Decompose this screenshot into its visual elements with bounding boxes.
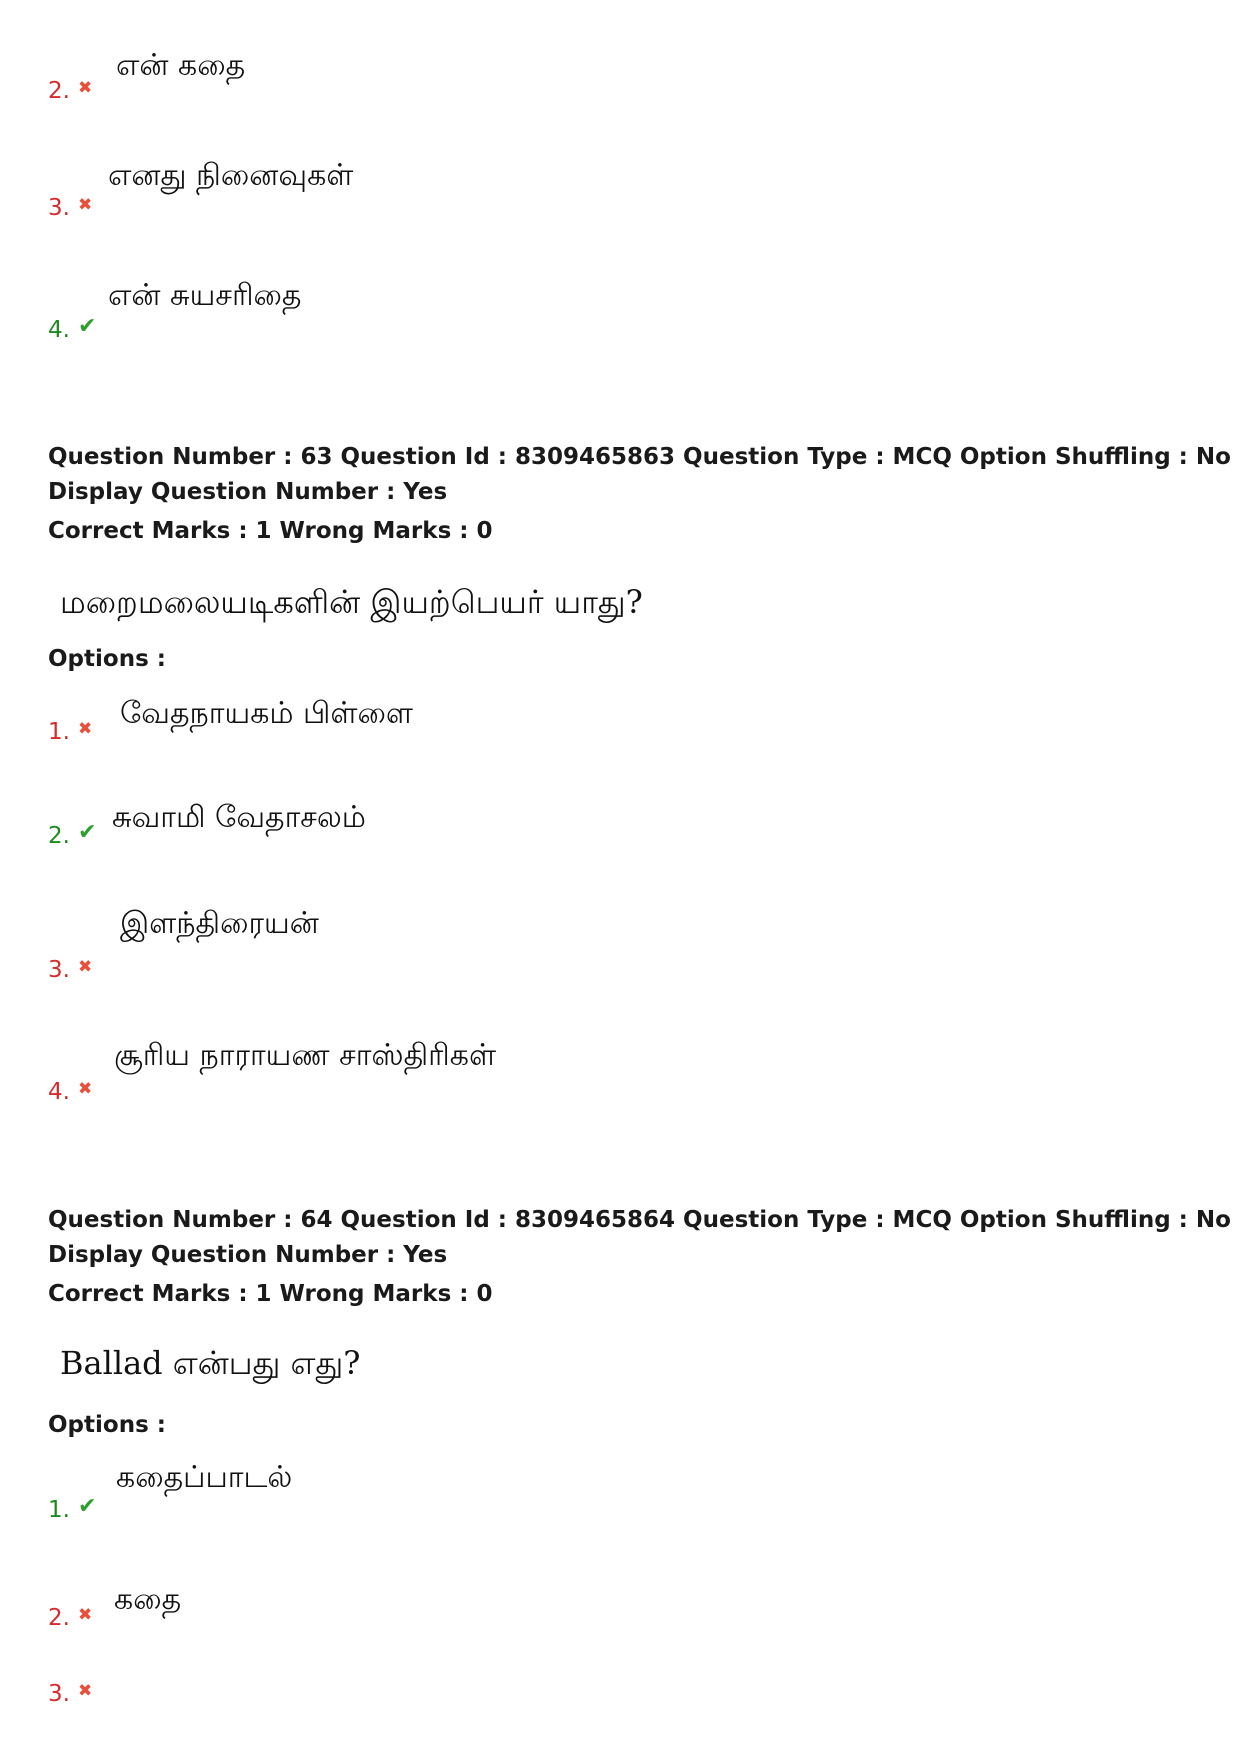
option-number: 3. — [48, 195, 70, 221]
option-text: என் சுயசரிதை — [108, 278, 302, 313]
check-icon: ✔ — [78, 820, 97, 845]
option-number: 4. — [48, 1079, 70, 1105]
option-row — [48, 1460, 1148, 1530]
option-row — [48, 906, 1148, 986]
option-row — [48, 1676, 1148, 1716]
option-row — [48, 48, 1148, 108]
check-icon: ✔ — [78, 1494, 97, 1519]
cross-icon: ✖ — [78, 957, 93, 977]
option-row — [48, 158, 1148, 221]
options-label: Options : — [48, 1412, 166, 1438]
option-row — [48, 696, 1148, 756]
cross-icon: ✖ — [78, 1681, 93, 1701]
question-header — [48, 440, 1231, 549]
option-text: இளந்திரையன் — [120, 906, 319, 941]
marks-line: Correct Marks : 1 Wrong Marks : 0 — [48, 518, 493, 544]
question-meta-line: Question Number : 63 Question Id : 8309465863 Question Type : MCQ Option Shuffling : No — [48, 444, 1231, 470]
option-text: என் கதை — [116, 48, 246, 83]
option-row — [48, 1038, 1148, 1108]
option-number: 3. — [48, 1681, 70, 1707]
option-number: 2. — [48, 823, 70, 849]
check-icon: ✔ — [78, 314, 97, 339]
option-row — [48, 1582, 1148, 1642]
display-number-line: Display Question Number : Yes — [48, 1242, 448, 1268]
question-meta-line: Question Number : 64 Question Id : 8309465864 Question Type : MCQ Option Shuffling : No — [48, 1207, 1231, 1233]
question-text: மறைமலையடிகளின் இயற்பெயர் யாது? — [60, 583, 643, 621]
option-text: சூரிய நாராயண சாஸ்திரிகள் — [114, 1038, 497, 1073]
option-number: 1. — [48, 719, 70, 745]
option-text: கதைப்பாடல் — [116, 1460, 293, 1495]
option-text: சுவாமி வேதாசலம் — [112, 800, 366, 835]
question-header — [48, 1203, 1231, 1312]
option-row — [48, 800, 1148, 860]
option-row — [48, 278, 1148, 343]
option-text: எனது நினைவுகள் — [108, 158, 354, 193]
options-label: Options : — [48, 646, 166, 672]
option-number: 1. — [48, 1497, 70, 1523]
question-text: Ballad என்பது எது? — [60, 1344, 361, 1382]
cross-icon: ✖ — [78, 1605, 93, 1625]
option-number: 4. — [48, 317, 70, 343]
option-number: 2. — [48, 1605, 70, 1631]
cross-icon: ✖ — [78, 1079, 93, 1099]
option-number: 3. — [48, 957, 70, 983]
cross-icon: ✖ — [78, 78, 93, 98]
display-number-line: Display Question Number : Yes — [48, 479, 448, 505]
cross-icon: ✖ — [78, 719, 93, 739]
marks-line: Correct Marks : 1 Wrong Marks : 0 — [48, 1281, 493, 1307]
option-text: கதை — [114, 1582, 182, 1617]
cross-icon: ✖ — [78, 195, 93, 215]
option-number: 2. — [48, 78, 70, 104]
option-text: வேதநாயகம் பிள்ளை — [120, 696, 413, 731]
